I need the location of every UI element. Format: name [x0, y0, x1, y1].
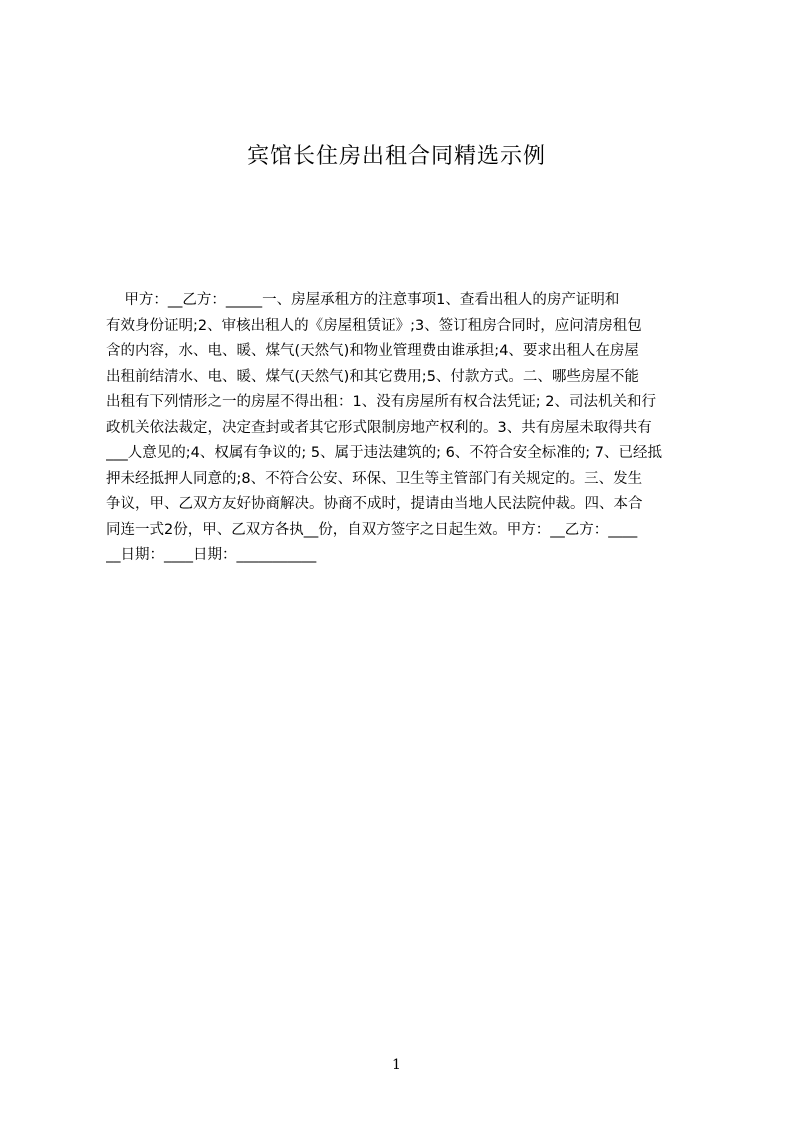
body-line-3: 含的内容，水、电、暖、煤气(天然气)和物业管理费由谁承担;4、要求出租人在房屋 [106, 343, 639, 359]
body-line-5: 出租有下列情形之一的房屋不得出租：1、没有房屋所有权合法凭证; 2、司法机关和行 [106, 394, 656, 410]
body-line-6: 政机关依法裁定，决定查封或者其它形式限制房地产权利的。3、共有房屋未取得共有 [106, 419, 652, 436]
contract-body [106, 288, 698, 569]
body-line-11: __日期：____日期：___________ [106, 547, 317, 563]
document-title: 宾馆长住房出租合同精选示例 [246, 144, 546, 169]
body-line-9: 争议，甲、乙双方友好协商解决。协商不成时，提请由当地人民法院仲裁。四、本合 [106, 496, 643, 512]
body-line-4: 出租前结清水、电、暖、煤气(天然气)和其它费用;5、付款方式。二、哪些房屋不能 [106, 368, 639, 385]
page-number: 1 [392, 1057, 401, 1073]
body-line-7: ___人意见的;4、权属有争议的; 5、属于违法建筑的; 6、不符合安全标准的; 7、已经抵 [106, 445, 663, 461]
body-line-10: 同连一式2份，甲、乙双方各执__份，自双方签字之日起生效。甲方：__乙方：____ [106, 521, 638, 538]
body-line-1: 甲方：__乙方：_____一、房屋承租方的注意事项1、查看出租人的房产证明和 [106, 292, 620, 308]
body-line-8: 押未经抵押人同意的;8、不符合公安、环保、卫生等主管部门有关规定的。三、发生 [106, 470, 643, 487]
body-line-2: 有效身份证明;2、审核出租人的《房屋租赁证》;3、签订租房合同时，应问清房租包 [106, 317, 642, 334]
